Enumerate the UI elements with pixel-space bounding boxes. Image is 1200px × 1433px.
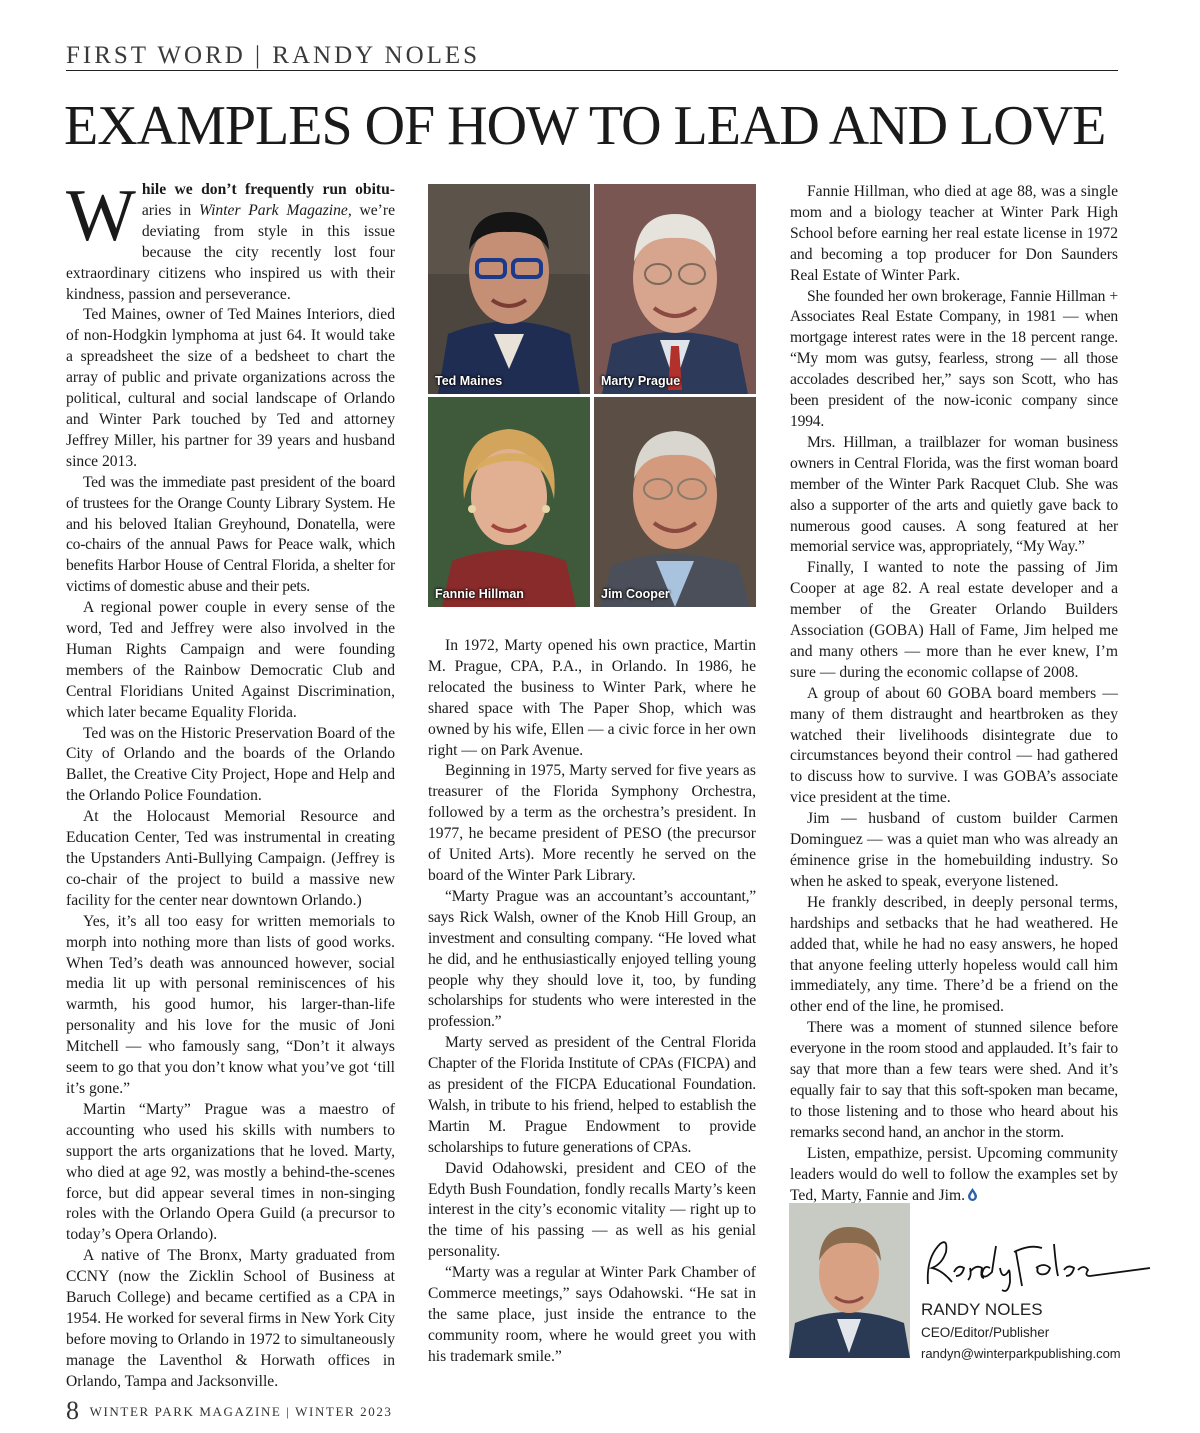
lead-italic-text: Winter Park Magazine, xyxy=(198,201,352,219)
page-number: 8 xyxy=(66,1396,79,1425)
paragraph: Yes, it’s all too easy for written memorials to morph into nothing more than lists of good works. When Ted’s death was announced however, social media lit up with personal reminiscences of his warmth, his good humor, his larger-than-life personality and his love for the music of Joni Mitchell — who famously sang, “Don’t it always seem to go that you don’t know what you’ve got ‘till it’s gone.” xyxy=(66,912,395,1097)
paragraph: A native of The Bronx, Marty graduated from CCNY (now the Zicklin School of Business at Baruch College) and became certified as a CPA in 1954. He worked for several firms in New York City before moving to Orlando in 1972 to simultaneously manage the Laventhol & Horwath offices in Orlando, Tampa and Jacksonville. xyxy=(66,1247,395,1390)
headline: EXAMPLES OF HOW TO LEAD AND LOVE xyxy=(64,95,1106,157)
photo-jim-cooper xyxy=(594,397,756,607)
photo-caption: Fannie Hillman xyxy=(435,587,524,601)
paragraph: Jim — husband of custom builder Carmen Dominguez — was a quiet man who was already an éminence grise in the homebuilding industry. So when he asked to speak, everyone listened. xyxy=(790,810,1118,890)
paragraph: Beginning in 1975, Marty served for five years as treasurer of the Florida Symphony Orchestra, followed by a term as the orchestra’s president. In 1977, he became president of PESO (the precursor of United Arts). More recently he served on the board of the Winter Park Library. xyxy=(428,762,756,884)
photo-marty-prague xyxy=(594,184,756,394)
author-name: RANDY NOLES xyxy=(921,1300,1043,1319)
photo-caption: Ted Maines xyxy=(435,374,503,388)
portrait-illustration xyxy=(594,397,756,607)
paragraph: At the Holocaust Memorial Resource and Education Center, Ted was instrumental in creating the Upstanders Anti-Bullying Campaign. (Jeffrey is co-chair of the project to build a massive new facility for the center near downtown Orlando.) xyxy=(66,808,395,909)
photo-caption: Jim Cooper xyxy=(601,587,670,601)
author-title: CEO/Editor/Publisher xyxy=(921,1325,1050,1340)
paragraph: David Odahowski, president and CEO of the Edyth Bush Foundation, fondly recalls Marty’s keen interest in the city’s economic vitality — right up to the time of his passing — as well as his genial personality. xyxy=(428,1159,756,1261)
paragraph: There was a moment of stunned silence before everyone in the room stood and applauded. It’s fair to say that more than a few tears were shed. And it’s equally fair to say that this soft-spoken man became, to those listening and to those who heard about his remarks second hand, an anchor in the storm. xyxy=(790,1019,1118,1141)
paragraph: Fannie Hillman, who died at age 88, was a single mom and a biology teacher at Winter Park High School before earning her real estate license in 1972 and becoming a top producer for Don Saunders Real Estate of Winter Park. xyxy=(790,183,1118,284)
portrait-illustration xyxy=(594,184,756,394)
closing-text: Listen, empathize, persist. Upcoming community leaders would do well to follow the examples set by Ted, Marty, Fannie and Jim. xyxy=(790,1144,1118,1204)
paragraph: Ted was the immediate past president of the board of trustees for the Orange County Library System. He and his beloved Italian Greyhound, Donatella, were co-chairs of the annual Paws for Peace walk, which benefits Harbor House of Central Florida, a shelter for victims of domestic abuse and their pets. xyxy=(66,473,395,596)
lead-paragraph xyxy=(66,175,395,305)
page-footer xyxy=(66,1396,393,1426)
paragraph: Ted Maines, owner of Ted Maines Interiors, died of non-Hodgkin lymphoma at just 64. It would take a spreadsheet the size of a bedsheet to chart the array of public and private organizations across the political, cultural and social landscape of Orlando and Winter Park touched by Ted and attorney Jeffrey Miller, his partner for 39 years and husband since 2013. xyxy=(66,306,395,470)
portrait-illustration xyxy=(428,397,590,607)
article-column-3 xyxy=(790,182,1118,1206)
paragraph: A regional power couple in every sense of the word, Ted and Jeffrey were also involved in the Human Rights Campaign and were founding members of the Rainbow Democratic Club and Central Floridians United Against Discrimination, which later became Equality Florida. xyxy=(66,599,395,721)
paragraph xyxy=(790,1144,1118,1207)
paragraph: She founded her own brokerage, Fannie Hillman + Associates Real Estate Company, in 1981 — when mortgage interest rates were in the 18 percent range. “My mom was gutsy, fearless, strong — all those accolades described her,” says son Scott, who has been president of the now-iconic company since 1994. xyxy=(790,287,1118,430)
kicker-rule xyxy=(66,70,1118,71)
lead-bold-text: hile we don’t frequently run obitu- xyxy=(141,181,395,198)
paragraph: Ted was on the Historic Preservation Board of the City of Orlando and the boards of the Orlando Ballet, the Creative City Project, Hope and Help and the Orlando Police Foundation. xyxy=(66,724,395,805)
paragraph: A group of about 60 GOBA board members — many of them distraught and heartbroken as they watched their livelihoods disintegrate due to circumstances beyond their control — had gathered to discuss how to survive. I was GOBA’s associate vice president at the time. xyxy=(790,684,1118,807)
section-kicker: FIRST WORD | RANDY NOLES xyxy=(66,42,481,69)
publication-line: WINTER PARK MAGAZINE | WINTER 2023 xyxy=(89,1404,393,1419)
portrait-illustration xyxy=(428,184,590,394)
author-email-link[interactable]: randyn@winterparkpublishing.com xyxy=(921,1346,1121,1361)
paragraph: Martin “Marty” Prague was a maestro of accounting who used his skills with numbers to support the arts organizations that he loved. Marty, who died at age 92, was mostly a behind-the-scenes force, but did appear several times in non-singing roles with the Orlando Opera Guild (a precursor to today’s Opera Orlando). xyxy=(66,1100,395,1244)
article-column-2 xyxy=(428,636,756,1368)
paragraph: Marty served as president of the Central Florida Chapter of the Florida Institute of CPAs (FICPA) and as president of the FICPA Educational Foundation. Walsh, in tribute to his friend, helped to establish the Martin M. Prague Endowment to provide scholarships to future generations of CPAs. xyxy=(428,1034,756,1156)
lead-text-rest: we’re deviating from style in this issue because the city recently lost four extraordinary citizens who inspired us with their kindness, passion and perseverance. xyxy=(66,201,395,303)
photo-fannie-hillman xyxy=(428,397,590,607)
author-signature xyxy=(918,1228,1154,1298)
author-photo xyxy=(789,1203,910,1358)
article-column-1 xyxy=(66,175,395,1393)
portrait-illustration xyxy=(789,1203,910,1358)
end-mark-icon xyxy=(968,1188,977,1201)
paragraph: He frankly described, in deeply personal terms, hardships and setbacks that he had weathered. He added that, while he had no easy answers, he hoped that anyone feeling utterly hopeless would call him immediately, any time. There’d be a friend on the other end of the line, he promised. xyxy=(790,893,1118,1016)
photo-caption: Marty Prague xyxy=(601,374,681,388)
paragraph: Mrs. Hillman, a trailblazer for woman business owners in Central Florida, was the first woman board member of the Winter Park Racquet Club. She was also a supporter of the arts and quietly gave back to numerous good causes. A song featured at her memorial service was, appropriately, “My Way.” xyxy=(790,433,1118,556)
drop-cap: W xyxy=(66,175,136,257)
paragraph: “Marty Prague was an accountant’s accountant,” says Rick Walsh, owner of the Knob Hill Group, an investment and consulting company. “He loved what he did, and he enthusiastically enjoyed telling young people why they should love it, too, by funding scholarships for students who were interested in the profession.” xyxy=(428,887,756,1031)
paragraph: In 1972, Marty opened his own practice, Martin M. Prague, CPA, P.A., in Orlando. In 1986, he relocated the business to Winter Park, where he shared space with The Paper Shop, which was owned by his wife, Ellen — a civic force in her own right — on Park Avenue. xyxy=(428,637,756,759)
paragraph: Finally, I wanted to note the passing of Jim Cooper at age 82. A real estate developer and a member of the Greater Orlando Builders Association (GOBA) Hall of Fame, Jim helped me and many others — more than he ever knew, I’m sure — during the economic collapse of 2008. xyxy=(790,559,1118,681)
photo-ted-maines xyxy=(428,184,590,394)
paragraph: “Marty was a regular at Winter Park Chamber of Commerce meetings,” says Odahowski. “He sat in the same place, just inside the entrance to the community room, where he would greet you with his trademark smile.” xyxy=(428,1264,756,1365)
lead-text-pre: aries in xyxy=(141,201,199,219)
